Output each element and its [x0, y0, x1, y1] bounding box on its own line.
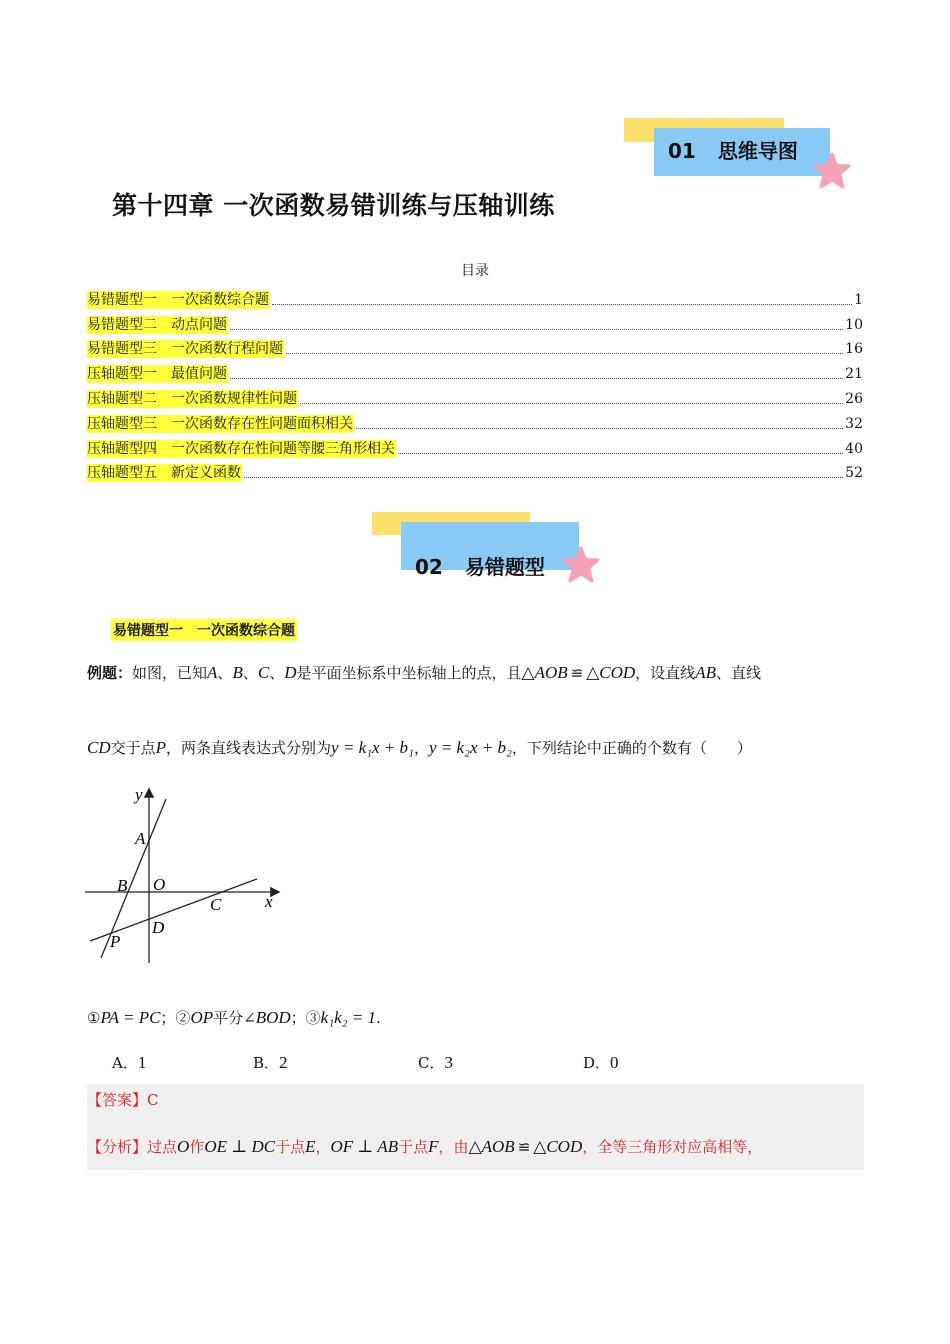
text: 如图，已知	[132, 664, 208, 682]
toc-leader	[300, 403, 843, 404]
math: △AOB	[521, 663, 568, 682]
option-value: 1	[137, 1053, 147, 1072]
toc-leader	[398, 453, 843, 454]
toc-entry-label: 压轴题型五 新定义函数	[87, 465, 241, 482]
statements	[87, 1007, 381, 1028]
point-label-c: C	[210, 895, 222, 914]
text: 是平面坐标系中坐标轴上的点，且	[296, 664, 522, 682]
toc-entry-page: 26	[845, 390, 863, 407]
toc-entry-page: 32	[845, 415, 863, 432]
math: y = k₁x + b₁	[331, 738, 414, 757]
example-line-1	[87, 662, 761, 683]
text: 、	[242, 664, 258, 682]
toc-entry-page: 1	[854, 291, 863, 308]
math: OF ⊥ AB	[330, 1137, 399, 1156]
text: ；③	[290, 1009, 321, 1027]
math: △AOB	[468, 1137, 515, 1156]
math: F	[428, 1137, 439, 1156]
math: OE ⊥ DC	[204, 1137, 276, 1156]
math: D	[284, 663, 297, 682]
banner-mindmap-title	[668, 135, 798, 164]
table-of-contents	[87, 284, 863, 482]
option-letter: B．	[253, 1054, 280, 1072]
text: 过点	[147, 1138, 178, 1156]
option-letter: C．	[418, 1054, 445, 1072]
point-label-p: P	[110, 932, 121, 951]
option-letter: A．	[112, 1054, 138, 1072]
toc-leader	[230, 378, 843, 379]
text: 交于点	[110, 739, 156, 757]
example-prefix: 例题：	[87, 664, 133, 682]
math: CD	[87, 738, 111, 757]
text: ，下列结论中正确的个数有（ ）	[511, 739, 752, 757]
toc-entry-page: 21	[845, 366, 863, 383]
toc-leader	[230, 329, 843, 330]
point-label-a: A	[135, 829, 146, 848]
math: y = k₂x + b₂	[428, 738, 512, 757]
text: 于点	[275, 1138, 306, 1156]
answer-line	[87, 1089, 159, 1110]
math: BOD	[255, 1008, 291, 1027]
banner-label: 思维导图	[717, 139, 798, 163]
option-value: 2	[279, 1053, 288, 1072]
banner-mistakes-title	[415, 551, 545, 580]
toc-leader	[356, 428, 843, 429]
text: ，	[315, 1138, 331, 1156]
math: ≌	[570, 664, 584, 682]
star-icon	[561, 545, 601, 585]
toc-leader	[272, 304, 852, 305]
toc-entry-label: 压轴题型三 一次函数存在性问题面积相关	[87, 415, 353, 432]
star-icon	[812, 151, 852, 191]
math: A	[207, 663, 218, 682]
toc-entry[interactable]	[87, 334, 863, 359]
toc-title: 目录	[461, 263, 489, 279]
math: k₁k₂ = 1	[320, 1008, 377, 1027]
toc-leader	[244, 477, 843, 478]
chapter-title: 第十四章 一次函数易错训练与压轴训练	[112, 191, 555, 220]
option-a[interactable]	[112, 1052, 146, 1073]
toc-entry[interactable]	[87, 309, 863, 334]
text: ，	[413, 739, 429, 757]
math: PA = PC	[100, 1008, 161, 1027]
example-line-2	[87, 737, 752, 758]
text: ①	[87, 1009, 101, 1027]
option-b[interactable]	[253, 1052, 288, 1073]
toc-entry-label: 压轴题型一 最值问题	[87, 366, 227, 383]
toc-entry-label: 易错题型二 动点问题	[87, 316, 227, 333]
math: O	[177, 1137, 190, 1156]
toc-entry[interactable]	[87, 358, 863, 383]
text: 、直线	[715, 664, 761, 682]
text: ；②	[160, 1009, 191, 1027]
answer-tag: 【答案】	[87, 1091, 148, 1109]
point-label-b: B	[117, 876, 128, 895]
analysis-line	[87, 1136, 762, 1157]
banner-label: 易错题型	[464, 555, 545, 579]
option-value: 0	[610, 1053, 619, 1072]
math: E	[305, 1137, 316, 1156]
analysis-tag: 【分析】	[87, 1138, 148, 1156]
toc-entry-label: 压轴题型二 一次函数规律性问题	[87, 390, 297, 407]
math: OP	[190, 1008, 214, 1027]
axis-label-x: x	[265, 892, 273, 911]
toc-entry-page: 40	[845, 440, 863, 457]
section-heading: 易错题型一 一次函数综合题	[111, 619, 297, 641]
toc-entry[interactable]	[87, 408, 863, 433]
option-c[interactable]	[418, 1052, 453, 1073]
math: B	[232, 663, 243, 682]
text: 平分∠	[213, 1009, 256, 1027]
coordinate-figure	[80, 780, 290, 970]
text: 于点	[398, 1138, 429, 1156]
math: P	[155, 738, 167, 757]
toc-entry-page: 10	[845, 316, 863, 333]
text: 、	[217, 664, 233, 682]
banner-number: 02	[415, 555, 443, 579]
answer-options	[112, 1052, 712, 1074]
point-label-o: O	[153, 875, 166, 894]
math: △COD	[586, 663, 636, 682]
toc-entry[interactable]	[87, 383, 863, 408]
text: ，由	[438, 1138, 469, 1156]
option-letter: D．	[583, 1054, 611, 1072]
answer-box	[87, 1084, 864, 1170]
text: ，设直线	[635, 664, 696, 682]
text: 、	[269, 664, 285, 682]
point-label-d: D	[152, 918, 165, 937]
text: .	[376, 1009, 381, 1027]
toc-entry-label: 压轴题型四 一次函数存在性问题等腰三角形相关	[87, 440, 395, 457]
text: ，全等三角形对应高相等，	[582, 1138, 763, 1156]
math: C	[257, 663, 270, 682]
answer-value: C	[147, 1091, 159, 1109]
toc-entry-label: 易错题型一 一次函数综合题	[87, 291, 269, 308]
option-value: 3	[444, 1053, 453, 1072]
toc-leader	[286, 353, 843, 354]
text: 作	[189, 1138, 205, 1156]
option-d[interactable]	[583, 1052, 619, 1073]
math: AB	[695, 663, 716, 682]
toc-entry[interactable]	[87, 284, 863, 309]
toc-entry[interactable]	[87, 433, 863, 458]
toc-entry-label: 易错题型三 一次函数行程问题	[87, 341, 283, 358]
text: ，两条直线表达式分别为	[166, 739, 332, 757]
math: △COD	[533, 1137, 583, 1156]
toc-entry[interactable]	[87, 458, 863, 483]
toc-entry-page: 16	[845, 341, 863, 358]
axis-label-y: y	[135, 785, 143, 804]
math: ≌	[517, 1138, 531, 1156]
toc-entry-page: 52	[845, 465, 863, 482]
banner-number: 01	[668, 139, 696, 163]
